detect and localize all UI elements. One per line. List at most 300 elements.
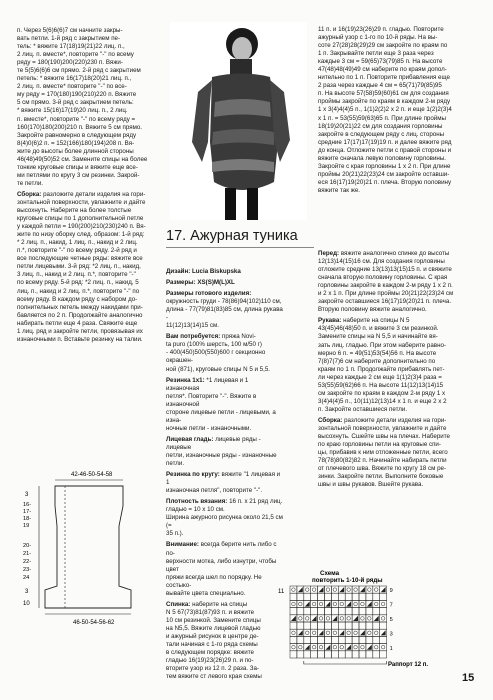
section-text: Вторую половину вяжите аналогично. (318, 306, 427, 314)
text-line: длина - 77(79)81(83)85 см, длина рукава - (166, 306, 283, 322)
text-line: тонкие круговые спицы и вяжите еще все- (17, 163, 138, 171)
text-line (166, 436, 283, 452)
chart-cell (345, 636, 352, 643)
section-text: горловины закройте в каждом 2-м ряду 1 x 2 п. (318, 282, 453, 290)
text-line: 46(48)49(50)52 см. Замените спицы на более (17, 155, 148, 163)
chart-cell (304, 622, 311, 629)
text-line (166, 366, 283, 374)
section-text: 10 см резинкой. Замените спицы (166, 616, 261, 624)
chart-cell (345, 622, 352, 629)
decrease-symbol (319, 630, 324, 635)
yarn-over-symbol (354, 631, 358, 635)
text-line: вяжите так же. (318, 186, 361, 194)
decrease-symbol (326, 645, 331, 650)
yarn-over-symbol (326, 588, 330, 592)
chart-cell (331, 644, 338, 651)
section-text: вывайте цвета специально. (166, 589, 246, 597)
section-label: Рукава: (318, 317, 342, 325)
section-text: 53(55)59(62)66 п. На высоте 11(12)13(14)15 (318, 381, 444, 389)
section-text: отложите средние 13(13)13(15)15 п. и свяжите (318, 266, 452, 274)
text-line (166, 633, 283, 641)
section-text: швы и швы рукавов. Вшейте рукава. (318, 481, 424, 489)
left-column (17, 27, 167, 344)
chart-cell (318, 615, 325, 622)
section-text: 1 лиц. ряд и закройте петли, провязывая их (17, 327, 143, 335)
chart-cell (345, 586, 352, 593)
section-text: лиц. п., накид и 2 лиц. п.*, повторите "-" по (17, 287, 140, 295)
schematic-label: 23- (23, 567, 32, 573)
chart-cell (290, 629, 297, 636)
decrease-symbol (381, 587, 386, 592)
text-line (166, 377, 283, 393)
chart-cell (311, 644, 318, 651)
decrease-symbol (319, 587, 324, 592)
text-line: п. Через 5(6)6(6)7 см начните закры- (17, 27, 123, 34)
text-line (318, 325, 468, 333)
chart-grid (290, 586, 393, 664)
repeat-label: Раппорт 12 п. (388, 662, 428, 668)
schematic-label: 20- (23, 543, 32, 549)
text-line: 1 п. Закрывайте петли еще 3 раза через (318, 50, 434, 58)
yarn-over-symbol (381, 645, 385, 649)
chart-cell (366, 636, 373, 643)
section-text: гладью = 10 x 10 см. (166, 506, 225, 514)
text-line (318, 382, 468, 390)
text-line: ми петлями по кругу 3 см резинки. Закрой- (17, 171, 140, 179)
text-line (318, 406, 468, 414)
text-line (318, 433, 468, 441)
chart-cell (352, 593, 359, 600)
chart-cell (338, 651, 345, 658)
chart-cell (311, 629, 318, 636)
text-line: вать петли. 1-й ряд с закрытием пе- (17, 35, 121, 43)
chart-cell (359, 600, 366, 607)
text-line: ряду = 180(190)200(220)230 п. Вяжи- (17, 59, 123, 67)
chart-cell (366, 608, 373, 615)
text-line: 2 раза через каждые 4 см = 65(71)79(85)95 (318, 82, 442, 90)
decrease-symbol (367, 601, 372, 606)
text-line (166, 641, 283, 649)
text-line (166, 625, 283, 633)
chart-cell (380, 636, 387, 643)
section-text: 3 лиц. п., накид и 2 лиц. п.*, повторите "-" (17, 271, 136, 279)
chart-cell (352, 586, 359, 593)
chart-cell (318, 644, 325, 651)
middle-column (166, 268, 283, 681)
section-text: гладью 16(19)23(26)29 п. и по- (166, 657, 254, 665)
section-label: Лицевая гладь: (166, 435, 214, 443)
text-line: соте 27(28)28(29)29 см закройте по краям по (318, 42, 448, 50)
text-line: Закройте равномерно в следующем ряду (17, 131, 137, 139)
text-line (17, 304, 167, 312)
chart-cell (318, 608, 325, 615)
chart-cell (311, 600, 318, 607)
chart-cell (304, 615, 311, 622)
right-column-instructions (318, 250, 468, 489)
decrease-symbol (312, 616, 317, 621)
garment-schematic (15, 462, 155, 632)
text-line: п. На высоте 57(58)59(60)61 см для создания (318, 90, 449, 98)
section-text: см закройте по краям в каждом 2-м ряду 1 x (318, 389, 446, 397)
yarn-over-symbol (333, 645, 337, 649)
section-text: 43(45)46(48)50 п. и вяжите 3 см резинкой. (318, 325, 439, 333)
yarn-over-symbol (305, 631, 309, 635)
yarn-over-symbol (354, 602, 358, 606)
section-label: Резинка 1х1: (166, 376, 205, 384)
text-line: 160(170)180(200)210 п. Вяжите 5 см прямо. (17, 123, 143, 131)
chart-cell (318, 636, 325, 643)
chart-cell (359, 644, 366, 651)
chart-cell (325, 608, 332, 615)
right-column (318, 26, 468, 195)
chart-cell (311, 586, 318, 593)
section-value: XS(S)M(L)XL (197, 279, 235, 287)
chart-cell (311, 622, 318, 629)
schematic-label: 21- (23, 551, 32, 557)
text-line: му ряду = 170(180)190(210)220 п. Вяжите (17, 91, 137, 99)
chart-cell (318, 600, 325, 607)
text-line (166, 514, 283, 530)
text-line (17, 263, 167, 271)
chart-cell (331, 629, 338, 636)
section-text: сначала вторую половину горловины. С края (318, 274, 448, 282)
chart-cell (380, 622, 387, 629)
chart-cell (331, 608, 338, 615)
chart-cell (380, 608, 387, 615)
text-line (318, 342, 468, 350)
section-text: цы, прибавив к ним отложенные петли, всего (318, 449, 448, 457)
section-text: стороне лицевые петли - лицевыми, а изна- (166, 408, 276, 424)
chart-subtitle: повторить 1-10-й ряды (312, 577, 383, 584)
yarn-over-symbol (312, 645, 316, 649)
decrease-symbol (305, 601, 310, 606)
chart-cell (331, 593, 338, 600)
section-text: 7(8)7(7)6 см наберите дополнительно по (318, 357, 436, 365)
schematic-label: 24 (23, 575, 30, 581)
yarn-over-symbol (319, 645, 323, 649)
yarn-over-symbol (292, 602, 296, 606)
chart-row-number: 7 (389, 602, 393, 609)
text-line (166, 665, 283, 673)
chart-cell (352, 636, 359, 643)
chart-cell (366, 629, 373, 636)
section-text: п. Закройте оставшиеся петли. (318, 405, 408, 413)
text-line (166, 290, 283, 298)
chart-cell (359, 622, 366, 629)
text-line (318, 465, 468, 473)
chart-cell (290, 636, 297, 643)
section-text: зать лиц. гладью. При этом наберите равно- (318, 341, 446, 349)
yarn-over-symbol (347, 631, 351, 635)
decrease-symbol (291, 616, 296, 621)
decrease-symbol (367, 645, 372, 650)
decrease-symbol (298, 630, 303, 635)
chart-cell (325, 593, 332, 600)
section-text: все последующие четные ряды: вяжите все (17, 255, 143, 263)
chart-cell (304, 636, 311, 643)
chart-cell (380, 615, 387, 622)
text-line: тель: * вяжите 17(18)19(21)22 лиц. п., (17, 43, 125, 51)
decrease-symbol (353, 616, 358, 621)
chart-cell (325, 636, 332, 643)
text-line (318, 457, 468, 465)
section-label: Дизайн: (166, 268, 191, 275)
section-text: лицевые ряды - лицевые (166, 435, 261, 451)
decrease-symbol (339, 587, 344, 592)
section-text: 16 п. x 21 ряд лиц. (229, 498, 283, 506)
section-label: Внимание: (166, 541, 199, 549)
chart-cell (297, 636, 304, 643)
section-text: * 2 лиц. п., накид, 1 лиц. п., накид и 2 лиц. (17, 239, 138, 247)
section-text: зонтальной поверхности, увлажните и дайте (318, 424, 447, 432)
text-line: проймы закройте по краям в каждом 2-м ряду (318, 98, 451, 106)
section-text: разложите детали изделия на гори- (43, 190, 146, 198)
text-line (318, 306, 468, 314)
text-line (318, 274, 468, 282)
section-text: петли, изнаночные ряды - изнаночные петли. (166, 451, 277, 468)
section-text: 3(4)4(4)5 п., 10(11)12(13)14 x 1 п. и еще 2 x 2 (318, 397, 447, 405)
chart-cell (325, 615, 332, 622)
yarn-over-symbol (340, 617, 344, 621)
chart-cell (304, 586, 311, 593)
stitch-chart (276, 568, 456, 683)
schematic-label-10: 10 (23, 601, 30, 607)
section-text: 12(13)14(15)16 см. Для создания горловины (318, 258, 445, 266)
schematic-label-3: 3 (25, 492, 29, 498)
schematic-label: 22- (23, 559, 32, 565)
chart-cell (318, 593, 325, 600)
yarn-over-symbol (361, 645, 365, 649)
text-line: 18(19)20(21)22 см для создания горловины (318, 122, 443, 130)
chart-cell (359, 636, 366, 643)
page-title: 17. Ажурная туника (166, 228, 298, 244)
schematic-label: 16- (23, 502, 32, 508)
text-line: 2 лиц. п. вместе*, повторите "-" по всему (17, 51, 134, 59)
text-line (166, 279, 283, 287)
section-text: разложите детали изделия на гори- (344, 416, 447, 424)
chart-row-number: 3 (389, 631, 393, 638)
text-line (166, 425, 283, 433)
section-label: Спинка: (166, 600, 191, 608)
decrease-symbol (360, 630, 365, 635)
section-text: на N5,5. Вяжите лицевой гладью (166, 624, 261, 632)
yarn-over-symbol (361, 617, 365, 621)
text-line (17, 223, 167, 231)
chart-cell (311, 636, 318, 643)
decrease-symbol (381, 630, 386, 635)
section-text: верхности мотка, либо изнутри, чтобы цвет (166, 557, 277, 573)
text-line (318, 282, 468, 290)
section-label: Сборка: (318, 416, 343, 424)
yarn-over-symbol (361, 602, 365, 606)
chart-cell (297, 644, 304, 651)
text-line (318, 366, 468, 374)
text-line: средние 17(17)17(19)19 п. и далее вяжите ряд (318, 138, 452, 146)
text-line (318, 317, 468, 325)
section-text: п.*, повторите "-" по всему ряду. 2-й ряд и (17, 247, 137, 255)
text-line (17, 320, 167, 328)
yarn-over-symbol (292, 588, 296, 592)
chart-cell (304, 608, 311, 615)
text-line (166, 268, 283, 276)
chart-cell (290, 651, 297, 658)
text-line (166, 452, 283, 468)
yarn-over-symbol (374, 588, 378, 592)
text-line (166, 617, 283, 625)
section-text: петли лицевыми. 3-й ряд: *2 лиц. п., накид, (17, 263, 141, 271)
chart-left-number: 11 (278, 589, 285, 595)
chart-cell (304, 629, 311, 636)
schematic-label: 17- (23, 509, 32, 515)
text-line: 2 лиц. п. вместе* повторите "-" по все- (17, 83, 127, 91)
text-line: Закройте с края горловины 1 x 2 п. При длине (318, 162, 451, 170)
yarn-over-symbol (354, 645, 358, 649)
text-line (17, 336, 167, 344)
section-text: по краю горловины петли на круговые спи- (318, 441, 441, 449)
chart-title: Схема (320, 570, 340, 577)
text-line (17, 312, 167, 320)
decrease-symbol (346, 645, 351, 650)
chart-cell (290, 600, 297, 607)
text-line (17, 239, 167, 247)
text-line (166, 333, 283, 341)
text-line: те 5(5)6(6)6 см прямо. 2-й ряд с закрытием (17, 67, 141, 75)
chart-cell (359, 593, 366, 600)
text-line: ажурный узор с 1-го по 10-й ряды. На вы- (318, 34, 438, 42)
chart-cell (366, 615, 373, 622)
text-line (318, 417, 468, 425)
chart-cell (345, 615, 352, 622)
text-line (318, 449, 468, 457)
schematic-top-label: 42-46-50-54-58 (71, 472, 113, 478)
chart-cell (297, 608, 304, 615)
text-line: * вяжите 15(16)17(19)20 лиц. п., 2 лиц. (17, 107, 128, 115)
section-text: вяжите "1 лицевая и 1 (166, 471, 281, 487)
section-text: 78(78)80(82)82 п. Начинайте набирать петли (318, 457, 447, 465)
chart-cell (366, 622, 373, 629)
yarn-over-symbol (312, 588, 316, 592)
text-line (17, 288, 167, 296)
text-line: 8(4)0(6)2 п. = 152(166)180(194)208 п. Вя- (17, 139, 135, 147)
chart-cell (352, 651, 359, 658)
chart-cell (352, 644, 359, 651)
schematic-label: 19 (23, 523, 30, 529)
chart-cell (338, 615, 345, 622)
text-line (318, 441, 468, 449)
chart-cell (373, 586, 380, 593)
section-text: от плечевого шва. Вяжите по кругу 18 см ре- (318, 465, 447, 473)
yarn-over-symbol (333, 602, 337, 606)
chart-cell (338, 608, 345, 615)
text-line: 5 см прямо. 3-й ряд с закрытием петель: (17, 99, 134, 107)
text-line (318, 398, 468, 406)
section-label: Вам потребуется: (166, 333, 221, 341)
section-text: набирать петли еще 4 раза. Свяжите еще (17, 319, 138, 327)
text-line (318, 298, 468, 306)
text-line (318, 425, 468, 433)
section-text: бавляется по 2 п. Продолжайте аналогично (17, 311, 143, 319)
text-line: 47(48)48(49)49 см наберите по краям допол- (318, 66, 447, 74)
chart-cell (325, 622, 332, 629)
title-divider (166, 247, 314, 248)
decrease-symbol (374, 616, 379, 621)
section-text: изнаночная петля", повторите "-". (166, 487, 263, 495)
chart-cell (380, 651, 387, 658)
section-label: Размеры готового изделия: (166, 290, 252, 298)
repeat-bracket (304, 661, 387, 664)
yarn-over-symbol (354, 588, 358, 592)
chart-cell (297, 593, 304, 600)
yarn-over-symbol (305, 588, 309, 592)
chart-row-number: 5 (389, 617, 393, 623)
section-text: петля*. Повторите "-". Вяжите в изнаночной (166, 392, 257, 408)
chart-cell (373, 651, 380, 658)
page-number: 15 (462, 672, 475, 684)
yarn-over-symbol (374, 602, 378, 606)
yarn-over-symbol (299, 617, 303, 621)
chart-cell (352, 608, 359, 615)
yarn-over-symbol (299, 645, 303, 649)
section-text: - 400(450)500(550)600 г секционно окрашен- (166, 349, 266, 365)
text-line (166, 609, 283, 617)
decrease-symbol (305, 645, 310, 650)
text-line (166, 590, 283, 598)
chart-cell (311, 593, 318, 600)
section-text: круговые спицы по 1 дополнительной петле (17, 215, 144, 223)
text-line: 11(12)13(14)15 см. (166, 322, 219, 330)
section-text: зинки. Закройте петли. Выполните боковые (318, 473, 444, 481)
text-line (318, 266, 468, 274)
schematic-label-3b: 3 (25, 589, 29, 595)
text-line: п. вместе*, повторите "-" по всему ряду = (17, 115, 136, 123)
text-line: 11 п. и 16(19)23(26)29 п. гладью. Повторите (318, 26, 444, 33)
chart-cell (373, 600, 380, 607)
section-text: всему ряду. В каждом ряду с набором до- (17, 295, 138, 303)
text-line (17, 296, 167, 304)
section-text: тали начиная с 1-го ряда схемы (166, 641, 258, 649)
chart-cell (359, 615, 366, 622)
yarn-over-symbol (374, 631, 378, 635)
section-text: Ширина ажурного рисунка около 21,5 см (= (166, 514, 283, 530)
yarn-over-symbol (305, 617, 309, 621)
text-line (17, 255, 167, 263)
decrease-symbol (332, 616, 337, 621)
chart-cell (373, 636, 380, 643)
chart-cell (297, 651, 304, 658)
section-text: тем вяжите ст левого края схемы (166, 673, 262, 681)
yarn-over-symbol (333, 631, 337, 635)
section-text: *1 лицевая и 1 изнаночная (166, 376, 249, 392)
text-line (166, 541, 283, 557)
text-line (166, 558, 283, 574)
section-text: и ажурный рисунок в центре де- (166, 632, 259, 640)
section-text: у каждой петли = 190(200)210(230)240 п. Вя- (17, 223, 146, 231)
text-line (318, 374, 468, 382)
text-line (17, 279, 167, 287)
chart-cell (338, 622, 345, 629)
section-text: ta puro (100% шерсть, 100 м/50 г) (166, 341, 262, 349)
chart-cell (311, 651, 318, 658)
text-line: вяжите сначала левую половину горловины. (318, 154, 446, 162)
text-line (166, 498, 283, 506)
text-line (166, 341, 283, 349)
chart-row-number: 9 (389, 588, 393, 595)
text-line: x 1 п. = 53(55)59(63)65 п. При длине проймы (318, 114, 446, 122)
text-line (166, 574, 283, 590)
section-text: и 2 x 1 п. При длине проймы 20(21)22(23)24 см (318, 290, 454, 298)
yarn-over-symbol (299, 602, 303, 606)
chart-cell (352, 622, 359, 629)
